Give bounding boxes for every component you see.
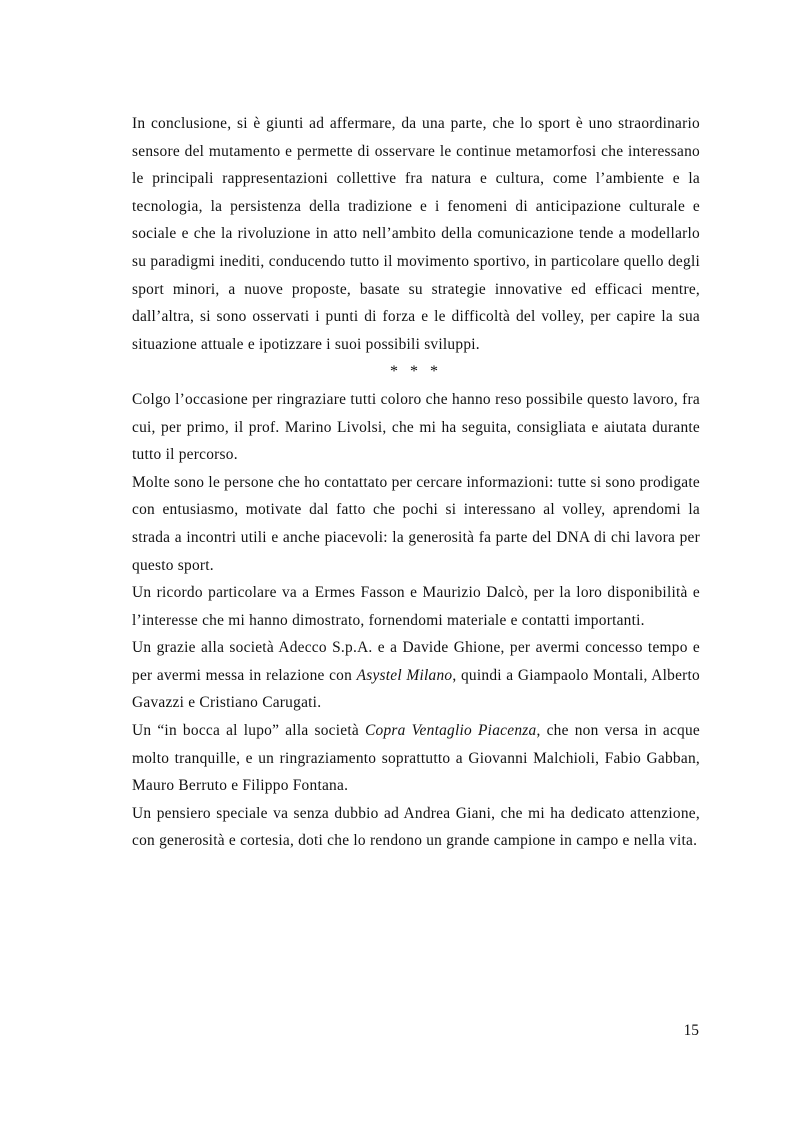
conclusion-paragraph: In conclusione, si è giunti ad affermare, da una parte, che lo sport è uno straordinario sensore del mutamento e permette di osservare le continue metamorfosi che interessano le principali rappresentazioni collettive fra natura e cultura, come l’ambiente e la tecnologia, la persistenza della tradizione e i fenomeni di anticipazione culturale e sociale e che la rivoluzione in atto nell’ambito della comunicazione tende a modellarlo su paradigmi inediti, conducendo tutto il movimento sportivo, in particolare quello degli sport minori, a nuove proposte, basate su strategie innovative ed efficaci mentre, dall’altra, si sono osservati i punti di forza e le difficoltà del volley, per capire la sua situazione attuale e ipotizzare i suoi possibili sviluppi. <box>132 115 700 353</box>
page-number: 15 <box>683 1022 699 1039</box>
acknowledgement-paragraph-6: Un pensiero speciale va senza dubbio ad Andrea Giani, che mi ha dedicato attenzione, con generosità e cortesia, doti che lo rendono un grande campione in campo e nella vita. <box>132 804 700 850</box>
text-run: , quindi a Giampaolo Montali, Alberto Gavazzi e Cristiano Carugati. <box>132 666 700 712</box>
acknowledgement-paragraph-5 <box>132 717 700 800</box>
team-name: Copra Ventaglio Piacenza <box>364 722 537 740</box>
page-body <box>132 110 700 855</box>
text-run: Un “in bocca al lupo” alla società <box>132 722 365 740</box>
text-run: Un grazie alla società Adecco S.p.A. e a Davide Ghione, per avermi concesso tempo e per avermi messa in relazione con <box>132 639 700 684</box>
section-separator: * * * <box>390 363 442 381</box>
team-name: Asystel Milano <box>356 666 453 684</box>
acknowledgement-paragraph-4 <box>132 634 700 717</box>
acknowledgement-paragraph-3: Un ricordo particolare va a Ermes Fasson e Maurizio Dalcò, per la loro disponibilità e l’interesse che mi hanno dimostrato, fornendomi materiale e contatti importanti. <box>132 584 700 629</box>
acknowledgement-paragraph-2: Molte sono le persone che ho contattato per cercare informazioni: tutte si sono prodigate con entusiasmo, motivate dal fatto che pochi si interessano al volley, aprendomi la strada a incontri utili e anche piacevoli: la generosità fa parte del DNA di chi lavora per questo sport. <box>132 473 700 574</box>
text-run: , che non versa in acque molto tranquille, e un ringraziamento soprattutto a Giovanni Malchioli, Fabio Gabban, Mauro Berruto e Filippo Fontana. <box>132 722 700 795</box>
acknowledgement-paragraph-1: Colgo l’occasione per ringraziare tutti coloro che hanno reso possibile questo lavoro, fra cui, per primo, il prof. Marino Livolsi, che mi ha seguita, consigliata e aiutata durante tutto il percorso. <box>132 390 700 464</box>
